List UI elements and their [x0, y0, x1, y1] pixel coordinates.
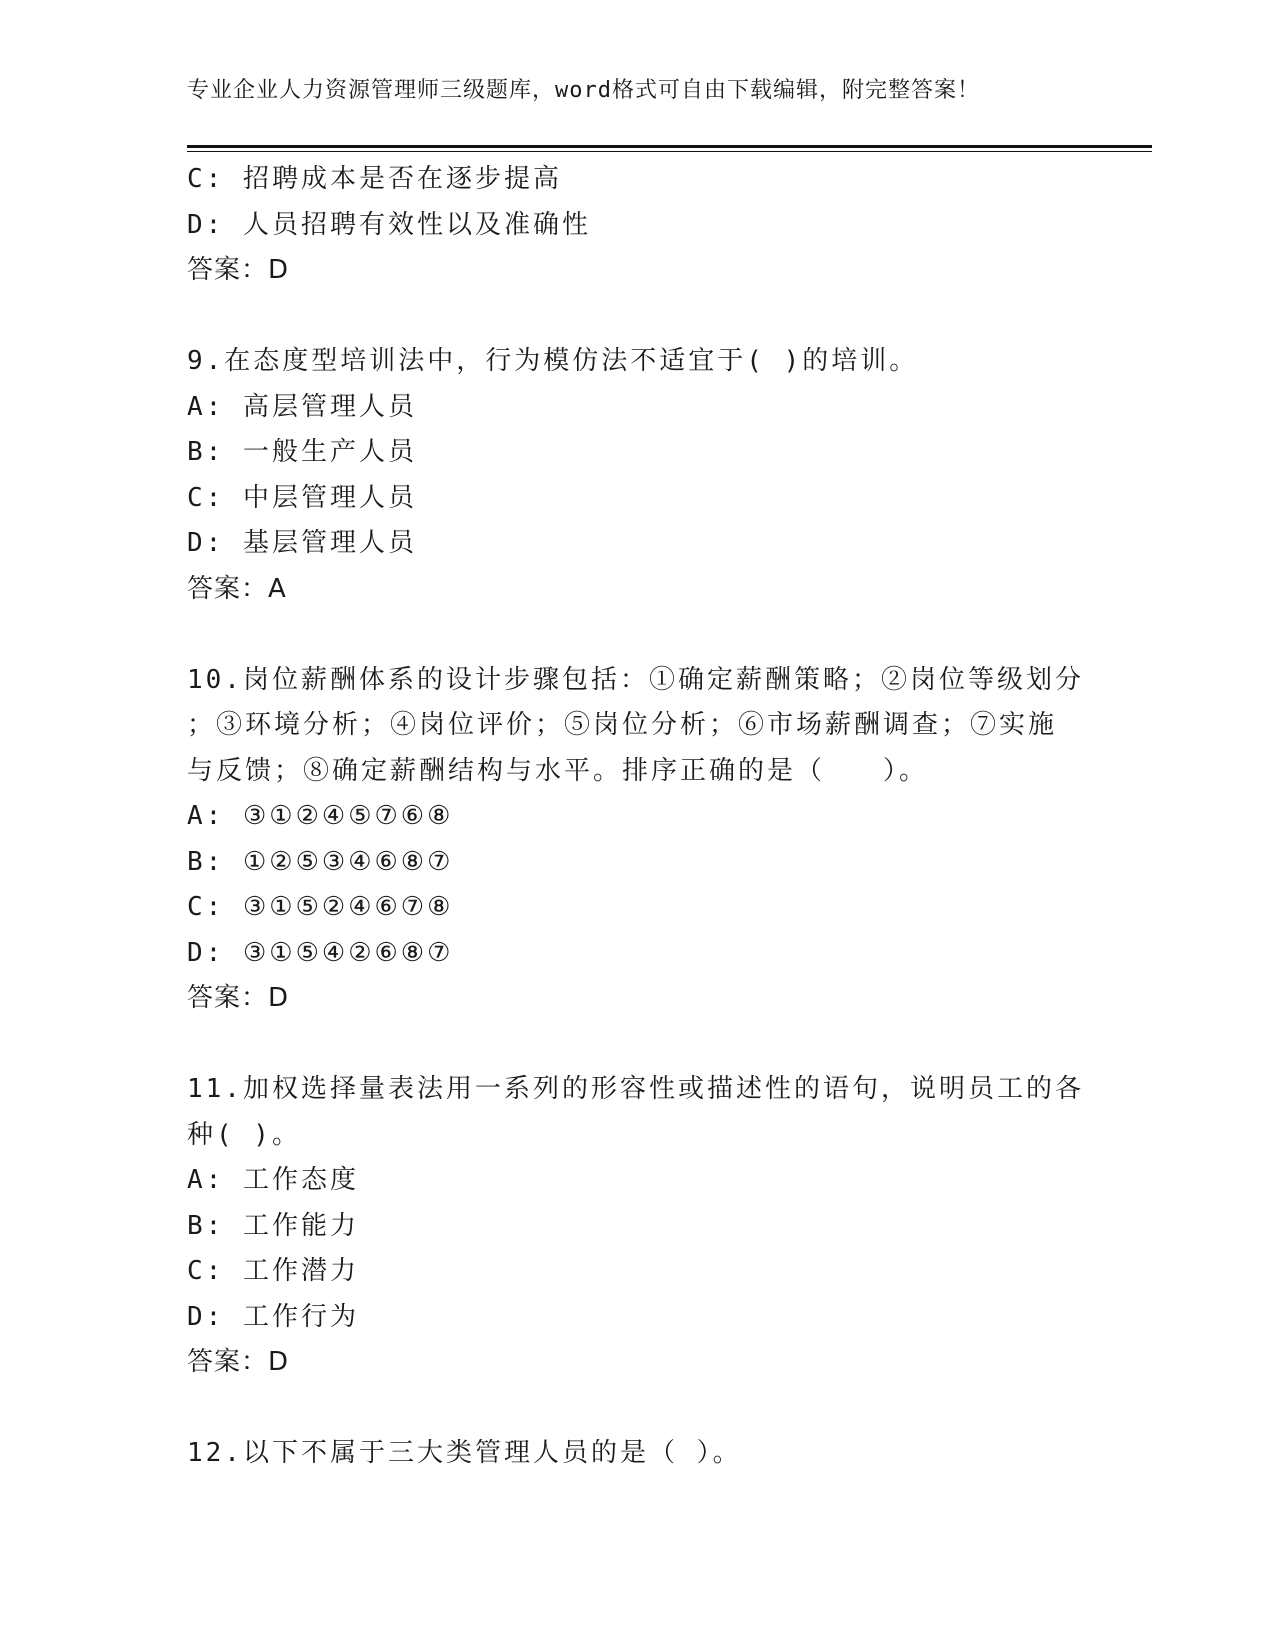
option-line: D: 人员招聘有效性以及准确性 — [187, 209, 591, 240]
option-line: A: ③①②④⑤⑦⑥⑧ — [187, 801, 454, 831]
answer-line: 答案：D — [187, 255, 290, 285]
option-line: C: 工作潜力 — [187, 1256, 359, 1286]
question-stem: 10.岗位薪酬体系的设计步骤包括：①确定薪酬策略；②岗位等级划分 — [187, 664, 1084, 695]
answer-line: 答案：A — [187, 573, 287, 604]
answer-line: 答案：D — [187, 1347, 290, 1377]
question-stem: 种( )。 — [187, 1119, 301, 1150]
option-line: A: 工作态度 — [187, 1165, 359, 1195]
spacer — [187, 1386, 1087, 1432]
spacer — [187, 294, 1087, 340]
question-stem: 12.以下不属于三大类管理人员的是（ ）。 — [187, 1438, 742, 1468]
header-rule-thin — [187, 151, 1152, 152]
option-line: C: 招聘成本是否在逐步提高 — [187, 164, 562, 194]
question-stem: 11.加权选择量表法用一系列的形容性或描述性的语句，说明员工的各 — [187, 1074, 1084, 1104]
option-line: C: ③①⑤②④⑥⑦⑧ — [187, 892, 454, 922]
question-stem: 与反馈；⑧确定薪酬结构与水平。排序正确的是（ ）。 — [187, 755, 929, 786]
spacer — [187, 612, 1087, 658]
header-rule-thick — [187, 145, 1152, 148]
answer-line: 答案：D — [187, 983, 290, 1013]
option-line: B: 工作能力 — [187, 1210, 359, 1241]
question-content — [187, 157, 1087, 1477]
question-stem: ；③环境分析；④岗位评价；⑤岗位分析；⑥市场薪酬调查；⑦实施 — [187, 710, 1058, 740]
option-line: D: ③①⑤④②⑥⑧⑦ — [187, 937, 454, 968]
option-line: D: 基层管理人员 — [187, 528, 417, 558]
option-line: D: 工作行为 — [187, 1301, 359, 1332]
option-line: B: ①②⑤③④⑥⑧⑦ — [187, 846, 454, 877]
option-line: C: 中层管理人员 — [187, 482, 417, 513]
question-stem: 9.在态度型培训法中，行为模仿法不适宜于( )的培训。 — [187, 346, 919, 376]
spacer — [187, 1022, 1087, 1068]
option-line: A: 高层管理人员 — [187, 391, 417, 422]
option-line: B: 一般生产人员 — [187, 437, 417, 467]
page-header: 专业企业人力资源管理师三级题库，word格式可自由下载编辑，附完整答案！ — [187, 78, 980, 103]
